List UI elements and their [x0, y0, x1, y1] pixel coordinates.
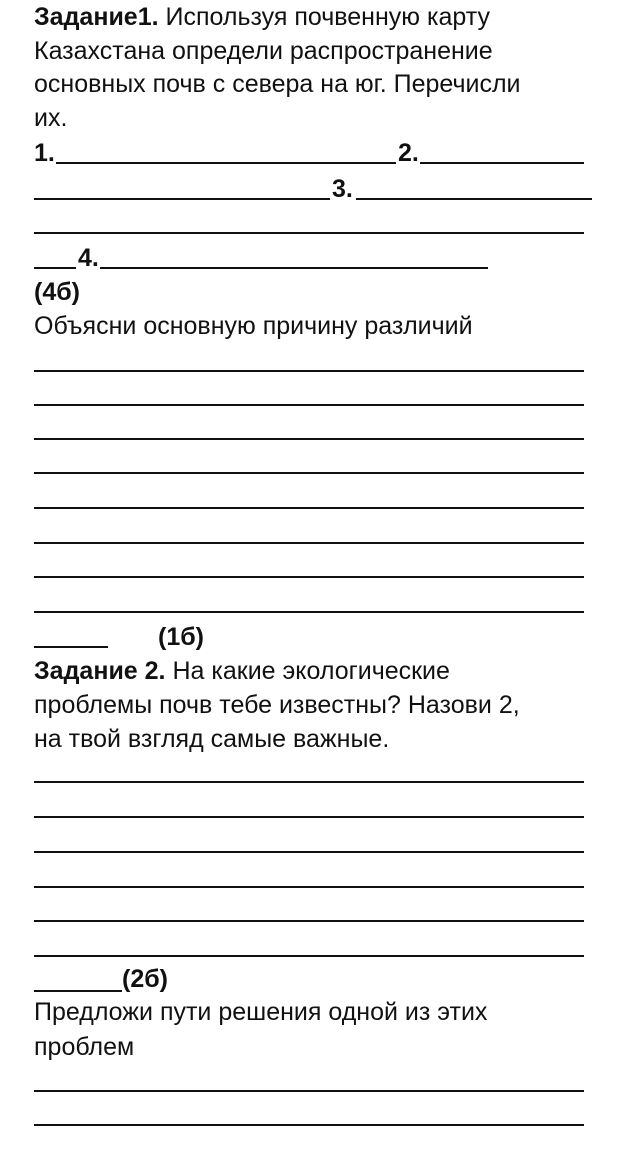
answer-number-3: 3.: [332, 175, 353, 203]
task2-points: (2б): [122, 965, 168, 993]
solution-prompt-line1: Предложи пути решения одной из этих: [34, 998, 488, 1026]
solution-prompt-line2: проблем: [34, 1033, 135, 1061]
task1-line3: основных почв с севера на юг. Перечисли: [34, 70, 521, 98]
answer-number-1: 1.: [34, 139, 55, 167]
answer-line-2[interactable]: [420, 162, 584, 164]
task1-line2: Казахстана определи распространение: [34, 37, 493, 65]
explain-line[interactable]: [34, 507, 584, 509]
problems-line[interactable]: [34, 816, 584, 818]
task1-text: Используя почвенную карту: [158, 3, 490, 31]
explain-line[interactable]: [34, 404, 584, 406]
answer-number-4: 4.: [78, 244, 99, 272]
answer-number-2: 2.: [398, 139, 419, 167]
explain-line[interactable]: [34, 370, 584, 372]
answer-line-3[interactable]: [356, 198, 592, 200]
task1-title: Задание1.: [34, 3, 159, 31]
explain-line[interactable]: [34, 472, 584, 474]
problems-line[interactable]: [34, 781, 584, 783]
answer-line-4[interactable]: [100, 267, 488, 269]
task1-line1: [34, 0, 490, 34]
answer-line-3-cont[interactable]: [34, 232, 584, 234]
solution-line[interactable]: [34, 1090, 584, 1092]
explain-line[interactable]: [34, 438, 584, 440]
explain-line-end[interactable]: [34, 646, 108, 648]
solution-line[interactable]: [34, 1124, 584, 1126]
explain-line[interactable]: [34, 611, 584, 613]
task1-points-2: (1б): [158, 623, 204, 651]
task2-text: На какие экологические: [165, 657, 450, 685]
task2-title: Задание 2.: [34, 657, 166, 685]
problems-line[interactable]: [34, 886, 584, 888]
task1-points: (4б): [34, 278, 80, 306]
answer-line-3-end[interactable]: [34, 267, 76, 269]
task2-line1: [34, 654, 450, 688]
answer-line-2-cont[interactable]: [34, 198, 330, 200]
problems-line-end[interactable]: [34, 990, 122, 992]
problems-line[interactable]: [34, 920, 584, 922]
answer-line-1[interactable]: [56, 162, 396, 164]
explain-prompt: Объясни основную причину различий: [34, 312, 473, 340]
problems-line[interactable]: [34, 955, 584, 957]
task1-line4: их.: [34, 104, 68, 132]
task2-line2: проблемы почв тебе известны? Назови 2,: [34, 691, 520, 719]
explain-line[interactable]: [34, 542, 584, 544]
task2-line3: на твой взгляд самые важные.: [34, 725, 390, 753]
explain-line[interactable]: [34, 576, 584, 578]
problems-line[interactable]: [34, 851, 584, 853]
